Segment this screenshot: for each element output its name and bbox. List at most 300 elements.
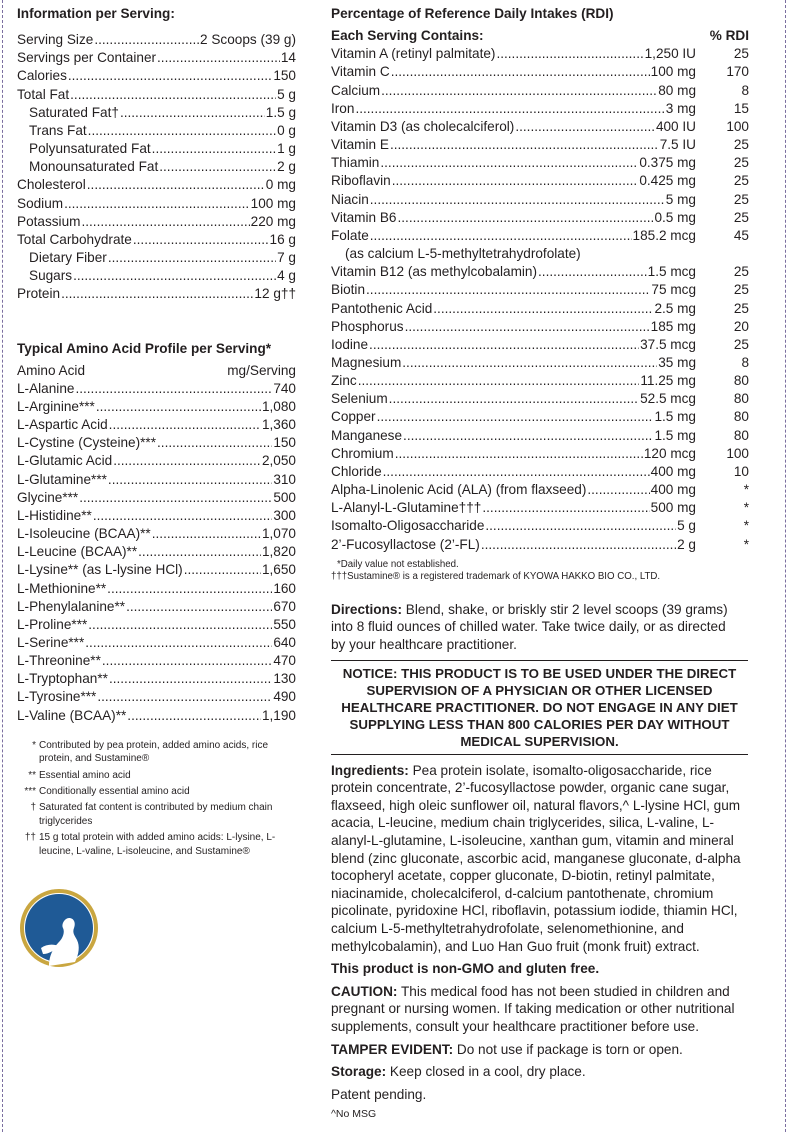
rdi-row-main	[331, 481, 696, 499]
non-gmo-statement: This product is non-GMO and gluten free.	[331, 961, 600, 977]
leader-dots	[496, 45, 643, 63]
ingredients	[331, 762, 743, 956]
leader-dots	[126, 598, 272, 616]
rdi-row	[331, 481, 749, 499]
rdi-row-value: 75 mcg	[651, 282, 696, 298]
rdi-row-percent: *	[743, 500, 749, 516]
rdi-row-value: 5 g	[677, 518, 696, 534]
rdi-row	[331, 318, 749, 336]
rdi-row-label: Chromium	[331, 445, 394, 461]
rdi-row-label: Thiamin	[331, 155, 380, 171]
leader-dots	[515, 118, 655, 136]
amino-title: Typical Amino Acid Profile per Serving*	[17, 340, 272, 356]
rdi-head-right: % RDI	[709, 28, 749, 44]
leader-dots	[389, 390, 639, 408]
amino-row-value: 300	[273, 507, 296, 523]
serving-row	[17, 249, 296, 267]
footnote-mark: ***	[24, 786, 36, 797]
serving-row	[17, 267, 296, 285]
leader-dots	[97, 688, 272, 706]
rdi-row-percent: 25	[733, 282, 749, 298]
rdi-row-main	[331, 45, 696, 63]
leader-dots	[108, 249, 276, 267]
amino-row-label: L-Phenylalanine**	[17, 598, 126, 614]
amino-row-value: 1,650	[261, 562, 296, 578]
amino-row-label: L-Valine (BCAA)**	[17, 707, 127, 723]
rdi-row-label: Isomalto-Oligosaccharide	[331, 518, 485, 534]
serving-row-value: 5 g	[277, 86, 296, 102]
rdi-row	[331, 263, 749, 281]
amino-footnote	[17, 739, 296, 766]
amino-row	[17, 489, 296, 507]
leader-dots	[94, 31, 199, 49]
amino-row-label: L-Leucine (BCAA)**	[17, 544, 138, 560]
serving-row	[17, 86, 296, 104]
leader-dots	[88, 122, 276, 140]
rdi-row-main	[331, 63, 696, 81]
rdi-row-value: 100 mg	[650, 64, 696, 80]
rdi-row-value: 11.25 mg	[640, 373, 696, 389]
leader-dots	[85, 634, 272, 652]
rdi-row-label: L-Alanyl-L-Glutamine†††	[331, 500, 482, 516]
leader-dots	[538, 263, 647, 281]
rdi-row-percent: 25	[733, 191, 749, 207]
rdi-row-percent: 15	[733, 100, 749, 116]
amino-row	[17, 416, 296, 434]
leader-dots	[152, 140, 276, 158]
amino-row	[17, 471, 296, 489]
amino-row-label: Glycine***	[17, 489, 79, 505]
rdi-row-value: 2.5 mg	[654, 300, 696, 316]
rdi-row	[331, 154, 749, 172]
amino-row-value: 1,360	[261, 417, 296, 433]
rdi-row-percent: 8	[741, 354, 749, 370]
amino-row-value: 640	[273, 635, 296, 650]
rdi-row	[331, 463, 749, 481]
leader-dots	[370, 227, 632, 245]
serving-row-value: 4 g	[277, 268, 296, 284]
storage-label: Storage:	[331, 1064, 387, 1080]
rdi-row-label: Zinc	[331, 373, 357, 389]
serving-row-value: 100 mg	[250, 195, 296, 211]
rdi-title: Percentage of Reference Daily Intakes (RDI)	[331, 6, 614, 21]
leader-dots	[102, 652, 272, 670]
rdi-row	[331, 408, 749, 426]
rdi-row-value: 500 mg	[650, 500, 696, 516]
amino-footnote	[17, 785, 296, 798]
serving-row-value: 16 g	[269, 231, 296, 247]
serving-row-label: Serving Size	[17, 32, 94, 48]
serving-row	[17, 140, 296, 158]
leader-dots	[395, 445, 643, 463]
amino-row-value: 1,080	[261, 398, 296, 414]
rdi-row-value: 185.2 mcg	[632, 227, 696, 243]
serving-row-label: Trans Fat	[29, 122, 87, 138]
rdi-row-label: Copper	[331, 409, 376, 425]
rdi-row-label: Vitamin C	[331, 64, 390, 80]
no-msg-note: ^No MSG	[331, 1108, 377, 1121]
footnote-text: Contributed by pea protein, added amino acids, rice protein, and Sustamine®	[39, 739, 269, 765]
amino-row-label: L-Isoleucine (BCAA)**	[17, 526, 151, 542]
rdi-row	[331, 300, 749, 318]
caution-label: CAUTION:	[331, 983, 398, 999]
left-cut-line	[2, 0, 3, 1132]
leader-dots	[120, 104, 265, 122]
rdi-row-main	[331, 354, 696, 372]
rdi-row-value: 0.375 mg	[639, 155, 696, 171]
leader-dots	[81, 213, 249, 231]
rdi-row	[331, 100, 749, 118]
rdi-row-value: 0.5 mg	[654, 209, 696, 225]
rdi-row-label: Iodine	[331, 336, 369, 352]
amino-header	[17, 362, 296, 380]
rdi-row-value: 120 mcg	[643, 445, 696, 461]
rdi-row-main	[331, 372, 696, 390]
rdi-row-percent: 25	[733, 46, 749, 62]
serving-row-value: 7 g	[277, 250, 296, 266]
footnote-mark: †	[30, 802, 36, 814]
serving-row	[17, 158, 296, 176]
rdi-row-label: Calcium	[331, 82, 381, 98]
amino-row-value: 500	[273, 489, 296, 505]
tamper-text: Do not use if package is torn or open.	[453, 1041, 683, 1057]
rdi-row-main	[331, 445, 696, 463]
leader-dots	[75, 380, 272, 398]
notice-box	[331, 660, 748, 755]
leader-dots	[73, 267, 276, 285]
serving-row-value: 12 g††	[254, 286, 296, 302]
rdi-row-percent: 100	[726, 118, 749, 134]
directions-text: Blend, shake, or briskly stir 2 level scoops (39 grams) into 8 fluid ounces of chilled water. Take twice daily, or as directed by your healthcare practitioner.	[331, 601, 728, 653]
rdi-row-percent: 45	[733, 227, 749, 243]
leader-dots	[64, 195, 250, 213]
amino-row-value: 1,820	[261, 544, 296, 560]
amino-row-value: 1,070	[261, 526, 296, 542]
rdi-row-main	[331, 263, 696, 281]
amino-row	[17, 561, 296, 579]
leader-dots	[87, 176, 265, 194]
ingredients-label: Ingredients:	[331, 762, 409, 778]
leader-dots	[107, 580, 272, 598]
rdi-row-label: Vitamin D3 (as cholecalciferol)	[331, 118, 515, 134]
rdi-row-main	[331, 390, 696, 408]
amino-row	[17, 580, 296, 598]
rdi-row	[331, 427, 749, 445]
amino-row	[17, 525, 296, 543]
leader-dots	[391, 63, 650, 81]
rdi-row-value: 400 IU	[655, 118, 696, 134]
amino-row	[17, 688, 296, 706]
leader-dots	[68, 67, 272, 85]
amino-row-label: L-Proline***	[17, 616, 88, 632]
amino-table	[17, 380, 296, 725]
leader-dots	[88, 616, 272, 634]
rdi-row-main	[331, 82, 696, 100]
rdi-row-label: Magnesium	[331, 354, 402, 370]
amino-row-label: L-Aspartic Acid	[17, 417, 108, 433]
leader-dots	[157, 49, 280, 67]
amino-row-label: L-Serine***	[17, 635, 85, 650]
serving-row-label: Cholesterol	[17, 177, 86, 193]
amino-row	[17, 670, 296, 688]
leader-dots	[109, 416, 261, 434]
serving-row	[17, 104, 296, 122]
rdi-head-left: Each Serving Contains:	[331, 28, 484, 44]
rdi-row-label: Manganese	[331, 427, 403, 443]
rdi-row	[331, 209, 749, 227]
rdi-row-label: Alpha-Linolenic Acid (ALA) (from flaxseed)	[331, 482, 587, 498]
right-column	[331, 5, 749, 1121]
rdi-row-main	[331, 463, 696, 481]
amino-row	[17, 398, 296, 416]
amino-row-value: 740	[273, 380, 296, 396]
rdi-row-main	[331, 427, 696, 445]
rdi-row-main	[331, 100, 696, 118]
leader-dots	[184, 561, 261, 579]
rdi-row-value: 1.5 mg	[654, 427, 696, 443]
amino-row-label: L-Methionine**	[17, 580, 107, 596]
rdi-row-main	[331, 172, 696, 190]
leader-dots	[152, 525, 261, 543]
serving-row-label: Servings per Container	[17, 50, 157, 66]
serving-row	[17, 122, 296, 140]
rdi-row-label: Riboflavin	[331, 173, 391, 189]
serving-row-value: 150	[273, 68, 296, 84]
rdi-row-percent: *	[743, 536, 749, 552]
rdi-row-percent: 100	[726, 445, 749, 461]
rdi-row-label: Vitamin B6	[331, 209, 397, 225]
serving-row-label: Total Fat	[17, 86, 70, 102]
rdi-row-percent: 20	[733, 318, 749, 334]
serving-row-label: Dietary Fiber	[29, 250, 107, 266]
serving-row	[17, 67, 296, 85]
leader-dots	[402, 354, 657, 372]
leader-dots	[366, 281, 650, 299]
serving-row-label: Potassium	[17, 213, 81, 229]
footnote-text: 15 g total protein with added amino acids: L-lysine, L-leucine, L-valine, L-isoleucine, and Sustamine®	[39, 832, 276, 857]
serving-row-label: Protein	[17, 286, 61, 302]
rdi-row-main	[331, 300, 696, 318]
leader-dots	[392, 172, 639, 190]
rdi-row-percent: 80	[733, 427, 749, 443]
rdi-row-value: 37.5 mcg	[640, 336, 696, 352]
patent-note: Patent pending.	[331, 1086, 427, 1102]
amino-footnote	[17, 769, 296, 782]
leader-dots	[381, 82, 657, 100]
rdi-row	[331, 536, 749, 554]
leader-dots	[138, 543, 261, 561]
leader-dots	[61, 285, 253, 303]
amino-row-label: L-Tyrosine***	[17, 689, 97, 705]
leader-dots	[390, 136, 659, 154]
rdi-row-main	[331, 118, 696, 136]
leader-dots	[113, 452, 261, 470]
caution-text: This medical food has not been studied in children and pregnant or nursing women. If taking medication or other nutritional supplements, consult your healthcare practitioner before use.	[331, 983, 735, 1034]
amino-row-value: 160	[273, 580, 296, 596]
rdi-row-percent: 25	[733, 300, 749, 316]
footnote-mark: ††	[24, 832, 36, 844]
amino-col-value: mg/Serving	[227, 362, 296, 378]
rdi-row	[331, 118, 749, 136]
directions-label: Directions:	[331, 601, 403, 617]
rdi-row-label: Iron	[331, 100, 355, 116]
amino-row-value: 2,050	[261, 453, 296, 469]
caution	[331, 983, 743, 1036]
rdi-row-main	[331, 536, 696, 554]
leader-dots	[133, 231, 269, 249]
amino-row	[17, 652, 296, 670]
serving-row-value: 220 mg	[250, 213, 296, 229]
amino-row-value: 310	[273, 471, 296, 487]
rdi-row-label: Vitamin A (retinyl palmitate)	[331, 46, 496, 62]
rdi-row-label: Niacin	[331, 191, 369, 207]
leader-dots	[485, 517, 676, 535]
left-column	[17, 5, 296, 861]
leader-dots	[383, 463, 650, 481]
amino-row-label: L-Alanine	[17, 380, 75, 396]
rdi-row-main	[331, 154, 696, 172]
rdi-row	[331, 172, 749, 190]
rdi-row	[331, 136, 749, 154]
amino-row	[17, 707, 296, 725]
rdi-row-value: 1.5 mg	[654, 409, 696, 425]
amino-row-label: L-Glutamine***	[17, 471, 107, 487]
rdi-row-value: 52.5 mcg	[640, 391, 696, 407]
serving-row	[17, 213, 296, 231]
leader-dots	[482, 499, 649, 517]
amino-row-value: 550	[273, 616, 296, 632]
rdi-row-main	[331, 191, 696, 209]
rdi-row-main	[331, 227, 696, 245]
footnote-text: Conditionally essential amino acid	[39, 786, 190, 797]
rdi-header	[331, 27, 749, 45]
rdi-row-percent: 170	[726, 64, 749, 80]
rdi-row-percent: 80	[733, 373, 749, 389]
rdi-row-label: Vitamin B12 (as methylcobalamin)	[331, 264, 538, 280]
leader-dots	[96, 398, 261, 416]
amino-row	[17, 543, 296, 561]
leader-dots	[93, 507, 273, 525]
leader-dots	[108, 471, 272, 489]
amino-row-label: L-Histidine**	[17, 507, 92, 523]
serving-row-value: 0 mg	[265, 177, 296, 193]
amino-row	[17, 380, 296, 398]
rdi-row-value: 185 mg	[650, 318, 696, 334]
right-cut-line	[785, 0, 786, 1132]
amino-row-value: 150	[273, 435, 296, 451]
rdi-row-value: 400 mg	[650, 463, 696, 479]
amino-row-label: L-Threonine**	[17, 653, 101, 669]
leader-dots	[159, 158, 276, 176]
rdi-row	[331, 227, 749, 245]
leader-dots	[403, 427, 653, 445]
tamper-label: TAMPER EVIDENT:	[331, 1041, 454, 1057]
rdi-row-value: 1,250 IU	[644, 46, 696, 62]
rdi-row	[331, 191, 749, 209]
rdi-row-label: Pantothenic Acid	[331, 300, 433, 316]
sustamine-note: †††Sustamine® is a registered trademark of KYOWA HAKKO BIO CO., LTD.	[331, 571, 661, 583]
amino-row-label: L-Arginine***	[17, 398, 95, 414]
storage-text: Keep closed in a cool, dry place.	[386, 1064, 586, 1080]
rdi-row-value: 2 g	[677, 536, 696, 552]
rdi-row-percent: 8	[741, 82, 749, 98]
footnote-mark: *	[32, 739, 36, 751]
amino-row-value: 490	[273, 689, 296, 705]
amino-col-label: Amino Acid	[17, 362, 86, 378]
rdi-row-main	[331, 281, 696, 299]
leader-dots	[70, 86, 276, 104]
rdi-row-label: Chloride	[331, 463, 382, 479]
serving-row-label: Sodium	[17, 195, 64, 211]
rdi-row-main	[331, 408, 696, 426]
rdi-row-percent: 10	[733, 463, 749, 479]
rdi-row-percent: *	[743, 482, 749, 498]
rdi-row-label: Biotin	[331, 282, 366, 298]
leader-dots	[79, 489, 272, 507]
rdi-row	[331, 63, 749, 81]
rdi-row	[331, 354, 749, 372]
ingredients-text: Pea protein isolate, isomalto-oligosaccharide, rice protein concentrate, 2’-fucosyllactose powder, organic cane sugar, flaxseed, high oleic sunflower oil, natural flavors,^ L-lysine HCl, gum acacia, L-leucine, medium chain triglycerides, silica, L-valine, L-alanyl-L-glutamine, L-isoleucine, xanthan gum, vitamin and mineral blend (zinc gluconate, ascorbic acid, manganese gluconate, d-alpha tocopheryl acetate, copper gluconate, D-biotin, retinyl palmitate, niacinamide, cholecalciferol, d-calcium pantothenate, chromium picolinate, pyridoxine HCl, riboflavin, potassium iodide, thiamin HCl, calcium L-5-methyltetrahydrofolate, selenomethionine, and methylcobalamin), and Luo Han Guo fruit (monk fruit) extract.	[331, 762, 741, 954]
serving-row-label: Saturated Fat†	[29, 104, 119, 120]
rdi-row-percent: 25	[733, 173, 749, 189]
rdi-row-value: 400 mg	[650, 482, 696, 498]
rdi-row-percent: 25	[733, 264, 749, 280]
serving-row	[17, 31, 296, 49]
serving-row	[17, 285, 296, 303]
folate-note: (as calcium L-5-methyltetrahydrofolate)	[345, 246, 581, 262]
rdi-row-value: 3 mg	[665, 100, 696, 116]
leader-dots	[405, 318, 650, 336]
amino-row	[17, 616, 296, 634]
leader-dots	[355, 100, 664, 118]
serving-row	[17, 195, 296, 213]
rdi-row-value: 35 mg	[658, 354, 696, 370]
footnote-mark: **	[28, 769, 36, 781]
amino-row	[17, 434, 296, 452]
rdi-row-label: Vitamin E	[331, 137, 389, 153]
amino-row-label: L-Tryptophan**	[17, 671, 108, 687]
rdi-row-main	[331, 318, 696, 336]
rdi-row-value: 0.425 mg	[639, 173, 696, 189]
amino-row	[17, 507, 296, 525]
woman-silhouette-logo-icon	[19, 888, 99, 968]
serving-row-value: 14	[280, 50, 296, 66]
amino-row	[17, 634, 296, 652]
amino-row-value: 130	[273, 671, 296, 687]
serving-row-label: Calories	[17, 68, 67, 84]
serving-row-label: Sugars	[29, 268, 73, 284]
leader-dots	[370, 191, 665, 209]
leader-dots	[380, 154, 638, 172]
daily-value-note: *Daily value not established.	[337, 558, 459, 570]
rdi-row-value: 1.5 mcg	[647, 264, 696, 280]
rdi-row-label: Phosphorus	[331, 318, 404, 334]
rdi-row-main	[331, 499, 696, 517]
notice-text: NOTICE: THIS PRODUCT IS TO BE USED UNDER THE DIRECT SUPERVISION OF A PHYSICIAN OR OTHER LICENSED HEALTHCARE PRACTITIONER. DO NOT ENGAGE IN ANY DIET SUPPLYING LESS THAN 800 CALORIES PER DAY WITHOUT MEDICAL SUPERVISION.	[341, 665, 738, 750]
rdi-row-main	[331, 209, 696, 227]
tamper-evident	[331, 1041, 749, 1059]
rdi-row-main	[331, 517, 696, 535]
rdi-row-percent: 25	[733, 155, 749, 171]
rdi-row-main	[331, 336, 696, 354]
rdi-row	[331, 499, 749, 517]
rdi-row-percent: 25	[733, 137, 749, 153]
serving-table	[17, 31, 296, 303]
amino-row-value: 470	[273, 653, 296, 669]
footnote-text: Essential amino acid	[39, 769, 131, 781]
rdi-row-value: 80 mg	[658, 82, 696, 98]
amino-footnote	[17, 801, 296, 828]
